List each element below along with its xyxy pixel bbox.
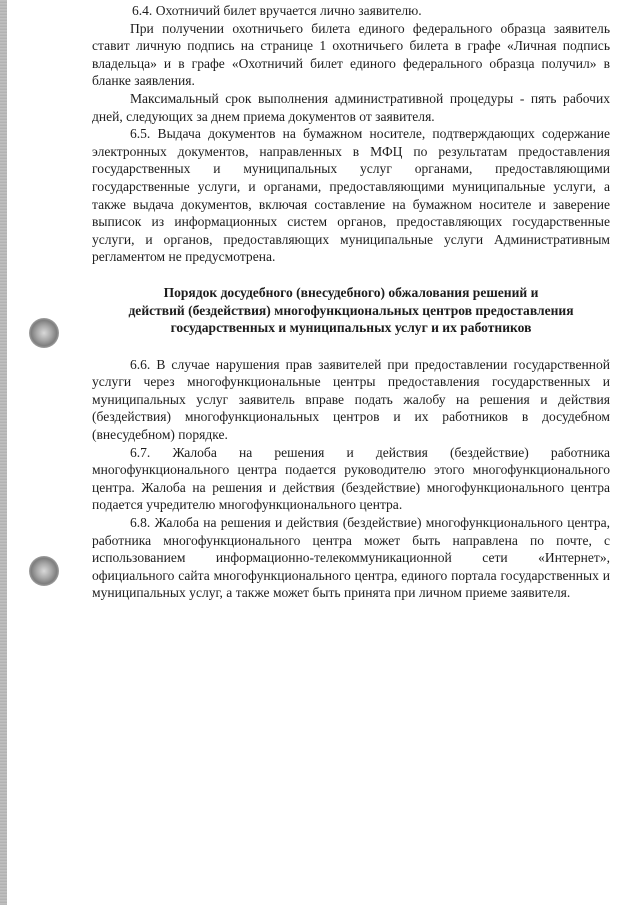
paragraph-6-5: 6.5. Выдача документов на бумажном носителе, подтверждающих содержание электронных документов, направленных в МФЦ по результатам предоставления государственных и муниципальных услуг органами, предоставляющими государственные услуги, и органами, предоставляющими муниципальные услуги, а также выдача документов, включая составление на бумажном носителе и заверение выписок из информационных систем органов, предоставляющих государственные услуги, и органов, предоставляющих муниципальные услуги Административным регламентом не предусмотрена.	[92, 126, 610, 265]
paragraph-6-4: 6.4. Охотничий билет вручается лично заявителю.	[132, 3, 422, 18]
paragraph-deadline: Максимальный срок выполнения административной процедуры - пять рабочих дней, следующих за днем приема документов от заявителя.	[92, 90, 610, 124]
paragraph-signature: При получении охотничьего билета единого федерального образца заявитель ставит личную подпись на странице 1 охотничьего билета в графе «Личная подпись владельца» и в графе «Охотничий билет единого федерального образца получил» в бланке заявления.	[92, 20, 610, 89]
document-body	[92, 2, 610, 602]
paragraph-6-8: 6.8. Жалоба на решения и действия (бездействие) многофункционального центра, работника многофункционального центра может быть направлена по почте, с использованием информационно-телекоммуникационной сети «Интернет», официального сайта многофункционального центра, единого портала государственных и муниципальных услуг, а также может быть принята при личном приеме заявителя.	[92, 515, 610, 601]
section-heading-line-3: государственных и муниципальных услуг и их работников	[170, 320, 532, 336]
punch-hole-lower	[29, 556, 59, 586]
punch-hole-upper	[29, 318, 59, 348]
section-heading-line-2: действий (бездействия) многофункциональных центров предоставления	[128, 302, 574, 318]
paragraph-6-6: 6.6. В случае нарушения прав заявителей при предоставлении государственной услуги через многофункциональные центры предоставления государственных и муниципальных услуг заявитель вправе подать жалобу на решения и действия (бездействия) многофункциональных центров и их работников в досудебном (внесудебном) порядке.	[92, 356, 610, 443]
scan-binding-edge	[0, 0, 7, 905]
section-heading-line-1: Порядок досудебного (внесудебного) обжалования решений и	[163, 284, 539, 300]
paragraph-6-7: 6.7. Жалоба на решения и действия (бездействие) работника многофункционального центра подается руководителю этого многофункционального центра. Жалоба на решения и действия (бездействие) многофункционального центра подается учредителю многофункционального центра.	[92, 444, 610, 513]
section-heading	[92, 284, 610, 337]
